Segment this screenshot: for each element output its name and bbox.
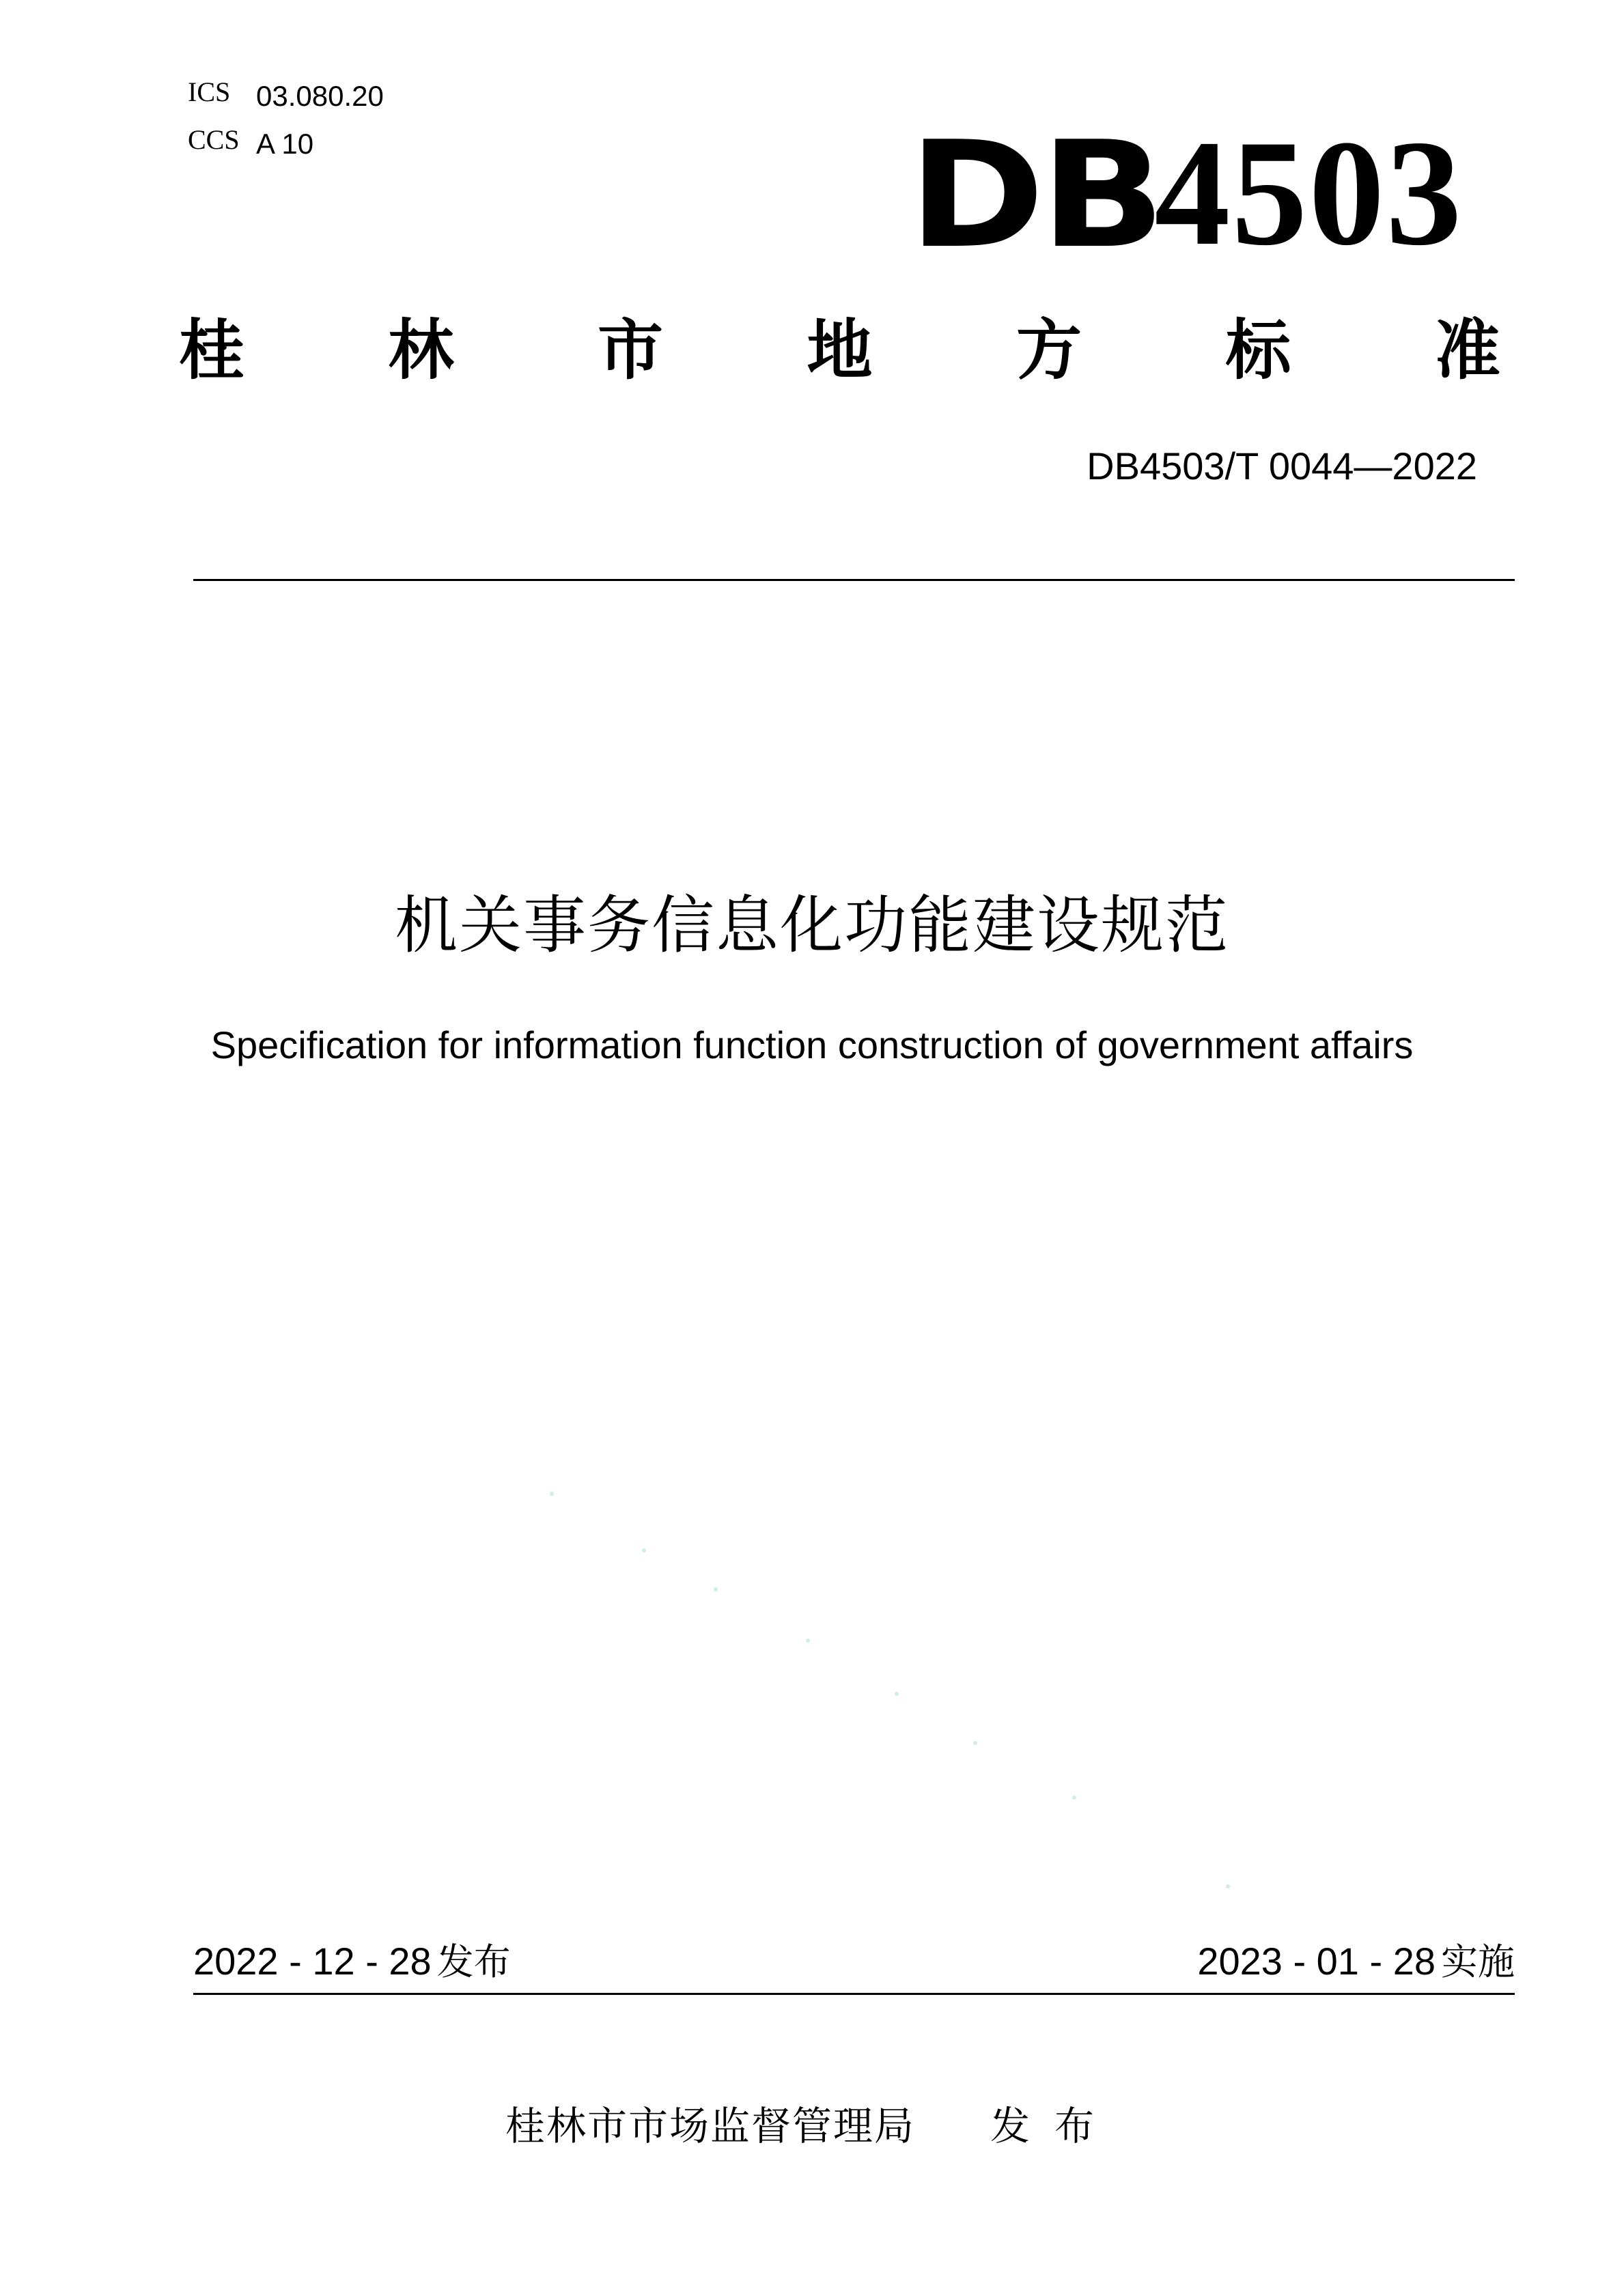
category-char: 方 [1016, 312, 1082, 388]
ccs-value: A 10 [256, 128, 314, 160]
scan-speck [1072, 1796, 1076, 1800]
standard-mark [908, 109, 1464, 281]
scan-speck [806, 1639, 810, 1643]
implementation-date-suffix: 实施 [1441, 1940, 1515, 1983]
scan-speck [642, 1548, 646, 1553]
category-char: 市 [598, 312, 663, 388]
scan-speck [1226, 1884, 1230, 1888]
ics-label: ICS [188, 76, 231, 107]
scan-speck [973, 1741, 977, 1745]
standard-number: DB4503/T 0044—2022 [1087, 444, 1477, 487]
mark-number: 4503 [1154, 109, 1464, 277]
category-char: 地 [807, 312, 873, 388]
publisher-line [0, 2103, 1624, 2149]
category-char: 标 [1225, 312, 1291, 388]
issue-date-suffix: 发布 [436, 1940, 511, 1983]
bottom-divider [193, 1993, 1515, 1995]
scan-speck [895, 1692, 899, 1696]
category-char: 准 [1435, 312, 1500, 388]
top-divider [193, 579, 1515, 581]
mark-letters: DB [908, 109, 1161, 281]
category-char: 林 [388, 312, 454, 388]
implementation-date [1197, 1942, 1515, 1981]
scan-speck [550, 1492, 554, 1496]
implementation-date-value: 2023 - 01 - 28 [1197, 1940, 1436, 1983]
issue-date-value: 2022 - 12 - 28 [193, 1940, 432, 1983]
ccs-label: CCS [188, 124, 240, 155]
title-english: Specification for information function construction of government affairs [210, 1023, 1414, 1066]
category-char: 桂 [179, 312, 244, 388]
ics-value: 03.080.20 [256, 80, 384, 112]
standard-category [179, 312, 1500, 388]
scan-speck [714, 1587, 718, 1591]
title-chinese: 机关事务信息化功能建设规范 [394, 889, 1229, 962]
publisher-name: 桂林市市场监督管理局 [505, 2103, 915, 2149]
issue-date [193, 1942, 511, 1981]
publish-action: 发布 [990, 2103, 1119, 2149]
